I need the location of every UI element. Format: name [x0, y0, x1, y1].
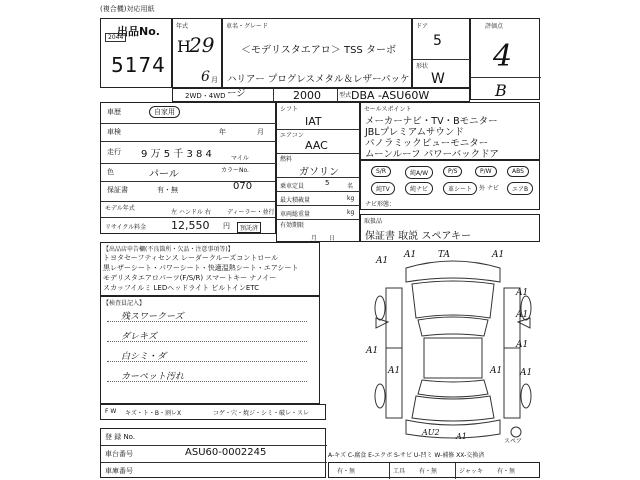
legend-presence: 有・無 [337, 468, 356, 475]
seller-notes-box [100, 242, 320, 296]
mileage-label: 走行 [107, 148, 121, 156]
legend-line: A-キズ C-腐食 E-エクボ S-サビ U-凹ミ W-補修 XX-交換済 [328, 452, 485, 459]
inspection-month-unit: 月 [257, 128, 264, 136]
extras-box [360, 214, 540, 242]
registration-table [100, 428, 326, 478]
capacity-value: 5 [325, 179, 330, 187]
inspection-line: 白シミ・ダ [121, 352, 167, 362]
year-value: 29 [189, 33, 215, 57]
recycle-label: リサイクル料金 [105, 224, 147, 231]
jack-label: ジャッキ [459, 468, 483, 475]
dealer-label: ディーラー・並行 [227, 209, 275, 216]
extras-value: 保証書 取説 スペアキー [365, 231, 471, 242]
damage-mark: A1 [366, 346, 379, 356]
equip-item: P/S [443, 166, 462, 177]
stock-label: 出品No. [117, 25, 160, 38]
reg-label: 登 録 No. [105, 433, 136, 441]
spare-label: スペア [504, 438, 523, 445]
top-cut-label: (複合機)対応用紙 [100, 5, 155, 13]
recycle-status: 預託済 [237, 222, 261, 233]
type-label: 型式 [339, 92, 352, 99]
parking-label: 車庫番号 [105, 467, 133, 475]
interior-score: B [495, 81, 507, 100]
fw-label: F W [105, 408, 117, 415]
inspection-line: 残スワークーズ [121, 312, 184, 322]
mileage-value: 9 万 5 千 3 8 4 [141, 149, 212, 160]
shape-value: W [431, 71, 445, 87]
damage-mark: A1 [376, 256, 389, 266]
inspection-line: ダレキズ [121, 332, 157, 342]
shift-label: シフト [280, 106, 299, 113]
fuel-label: 燃料 [280, 156, 293, 163]
inspection-label: 車検 [107, 128, 121, 136]
expiry-label: 有効期限 [280, 222, 305, 229]
damage-mark: A1 [492, 250, 505, 260]
recycle-unit: 円 [223, 222, 230, 230]
equip-item: ABS [507, 166, 529, 177]
drive-row [172, 88, 470, 102]
score-label: 評価点 [485, 23, 504, 30]
gross-unit: kg [347, 209, 355, 216]
door-shape-box [412, 18, 470, 88]
damage-mark: A1 [516, 310, 529, 320]
fuel-value: ガソリン [299, 167, 339, 178]
capacity-label: 乗車定員 [280, 183, 305, 190]
fw-items2: コゲ・穴・焼ジ・シミ・破レ・スレ [213, 410, 310, 417]
score-value: 4 [493, 39, 513, 74]
damage-mark: AU2 [422, 428, 440, 437]
damage-mark: A1 [456, 432, 467, 441]
left-info-table [100, 102, 276, 234]
damage-mark: A1 [520, 368, 533, 378]
stock-small-number: 2044 [105, 33, 126, 42]
equipment-box [360, 160, 540, 210]
color-value: パール [149, 169, 179, 180]
stock-number: 5174 [111, 53, 166, 77]
recycle-value: 12,550 [171, 219, 210, 232]
mid-info-table [276, 102, 360, 242]
inspection-header: 【検査員記入】 [103, 300, 146, 307]
damage-mark: A1 [516, 288, 529, 298]
history-value: 自家用 [149, 106, 180, 118]
damage-mark: A1 [516, 340, 529, 350]
warranty-value: 有・無 [157, 186, 178, 194]
equip-item: エアB [507, 182, 533, 195]
damage-mark: A1 [404, 250, 417, 260]
ac-value: AAC [305, 139, 328, 152]
stock-number-box [100, 18, 172, 88]
equip-item: 純A/W [405, 166, 433, 179]
expiry-unit: 月日 [311, 235, 348, 242]
score-box [470, 18, 540, 100]
color-no-value: 070 [233, 181, 253, 192]
equip-item: 純TV [371, 182, 395, 195]
ac-label: エアコン [280, 132, 304, 139]
equip-item: 革シート [443, 182, 477, 195]
capacity-unit: 名 [347, 183, 354, 190]
car-diagram [366, 248, 540, 444]
color-label: 色 [107, 168, 114, 176]
tool-label: 工具 [393, 468, 406, 475]
equip-item: 外 ナビ [479, 185, 499, 192]
sales-point-line: パノラミックビューモニター [365, 138, 489, 149]
notes-line: スカッフイルミ LEDヘッドライト ビルトインETC [103, 284, 260, 292]
damage-mark: TA [438, 250, 451, 260]
jack-value: 有・無 [497, 468, 516, 475]
mileage-unit: マイル [231, 155, 249, 162]
equip-item: S/R [371, 166, 391, 177]
notes-line: モデリスタエアロパーツ(F/S/R) スマートキー ナノイー [103, 274, 277, 282]
shape-label: 形状 [416, 63, 429, 70]
warranty-label: 保証書 [107, 186, 128, 194]
gross-label: 車両総重量 [280, 211, 311, 218]
drive-value: 2WD・4WD [185, 92, 226, 100]
color-no-label: カラーNo. [221, 167, 249, 174]
equip-item: P/W [475, 166, 497, 177]
chassis-value: ASU60-0002245 [185, 447, 267, 458]
sales-point-line: JBLプレミアムサウンド [365, 127, 464, 138]
sales-point-line: メーカーナビ・TV・Bモニター [365, 116, 498, 127]
sales-points-box [360, 102, 540, 160]
navi-label: ナビ形態： [365, 201, 396, 208]
displacement-value: 2000 [293, 89, 321, 102]
handle-label: 左 ハンドル 右 [171, 209, 211, 216]
weight-unit: kg [347, 195, 355, 202]
tool-value: 有・無 [419, 468, 438, 475]
fw-items: キズ・ト・B・割レX [125, 410, 182, 417]
door-label: ドア [416, 23, 428, 30]
inspector-notes-box [100, 296, 320, 404]
fw-row [100, 404, 326, 420]
history-label: 車歴 [107, 108, 121, 116]
inspection-line: カーペット汚れ [121, 372, 185, 382]
model-note-label: モデル年式 [105, 205, 135, 212]
sales-points-label: セールスポイント [364, 106, 412, 113]
door-value: 5 [433, 33, 442, 49]
notes-line: 黒レザーシート・パワーシート・快適温熱シート・エアシート [103, 264, 299, 272]
damage-mark: A1 [490, 366, 503, 376]
notes-line: トヨタセーフティセンス レーダークルーズコントロール [103, 254, 279, 262]
notes-header: 【出品店申告欄(不良箇所・欠品・注意事項等)】 [103, 246, 234, 253]
weight-label: 最大積載量 [280, 197, 311, 204]
month-unit: 月 [211, 76, 218, 84]
year-box [172, 18, 222, 88]
shift-value: IAT [305, 115, 322, 128]
model-text: ハリアー プログレスメタル＆レザーパッケージ [227, 74, 410, 99]
inspection-year-unit: 年 [219, 128, 226, 136]
month-value: 6 [201, 69, 210, 85]
equip-item: 純ナビ [405, 182, 433, 195]
sales-point-line: ムーンルーフ パワーバックドア [365, 149, 499, 160]
chassis-label: 車台番号 [105, 450, 133, 458]
grade-text: ＜モデリスタエアロ＞ TSS ターボ [241, 45, 396, 56]
year-era: H [177, 37, 191, 56]
type-value: DBA -ASU60W [351, 89, 430, 102]
car-outline [366, 248, 540, 444]
extras-label: 取扱品 [364, 218, 383, 225]
year-label: 年式 [176, 23, 189, 30]
name-label: 車名・グレード [226, 23, 269, 30]
damage-mark: A1 [388, 366, 401, 376]
legend-bottom-row [328, 462, 540, 478]
